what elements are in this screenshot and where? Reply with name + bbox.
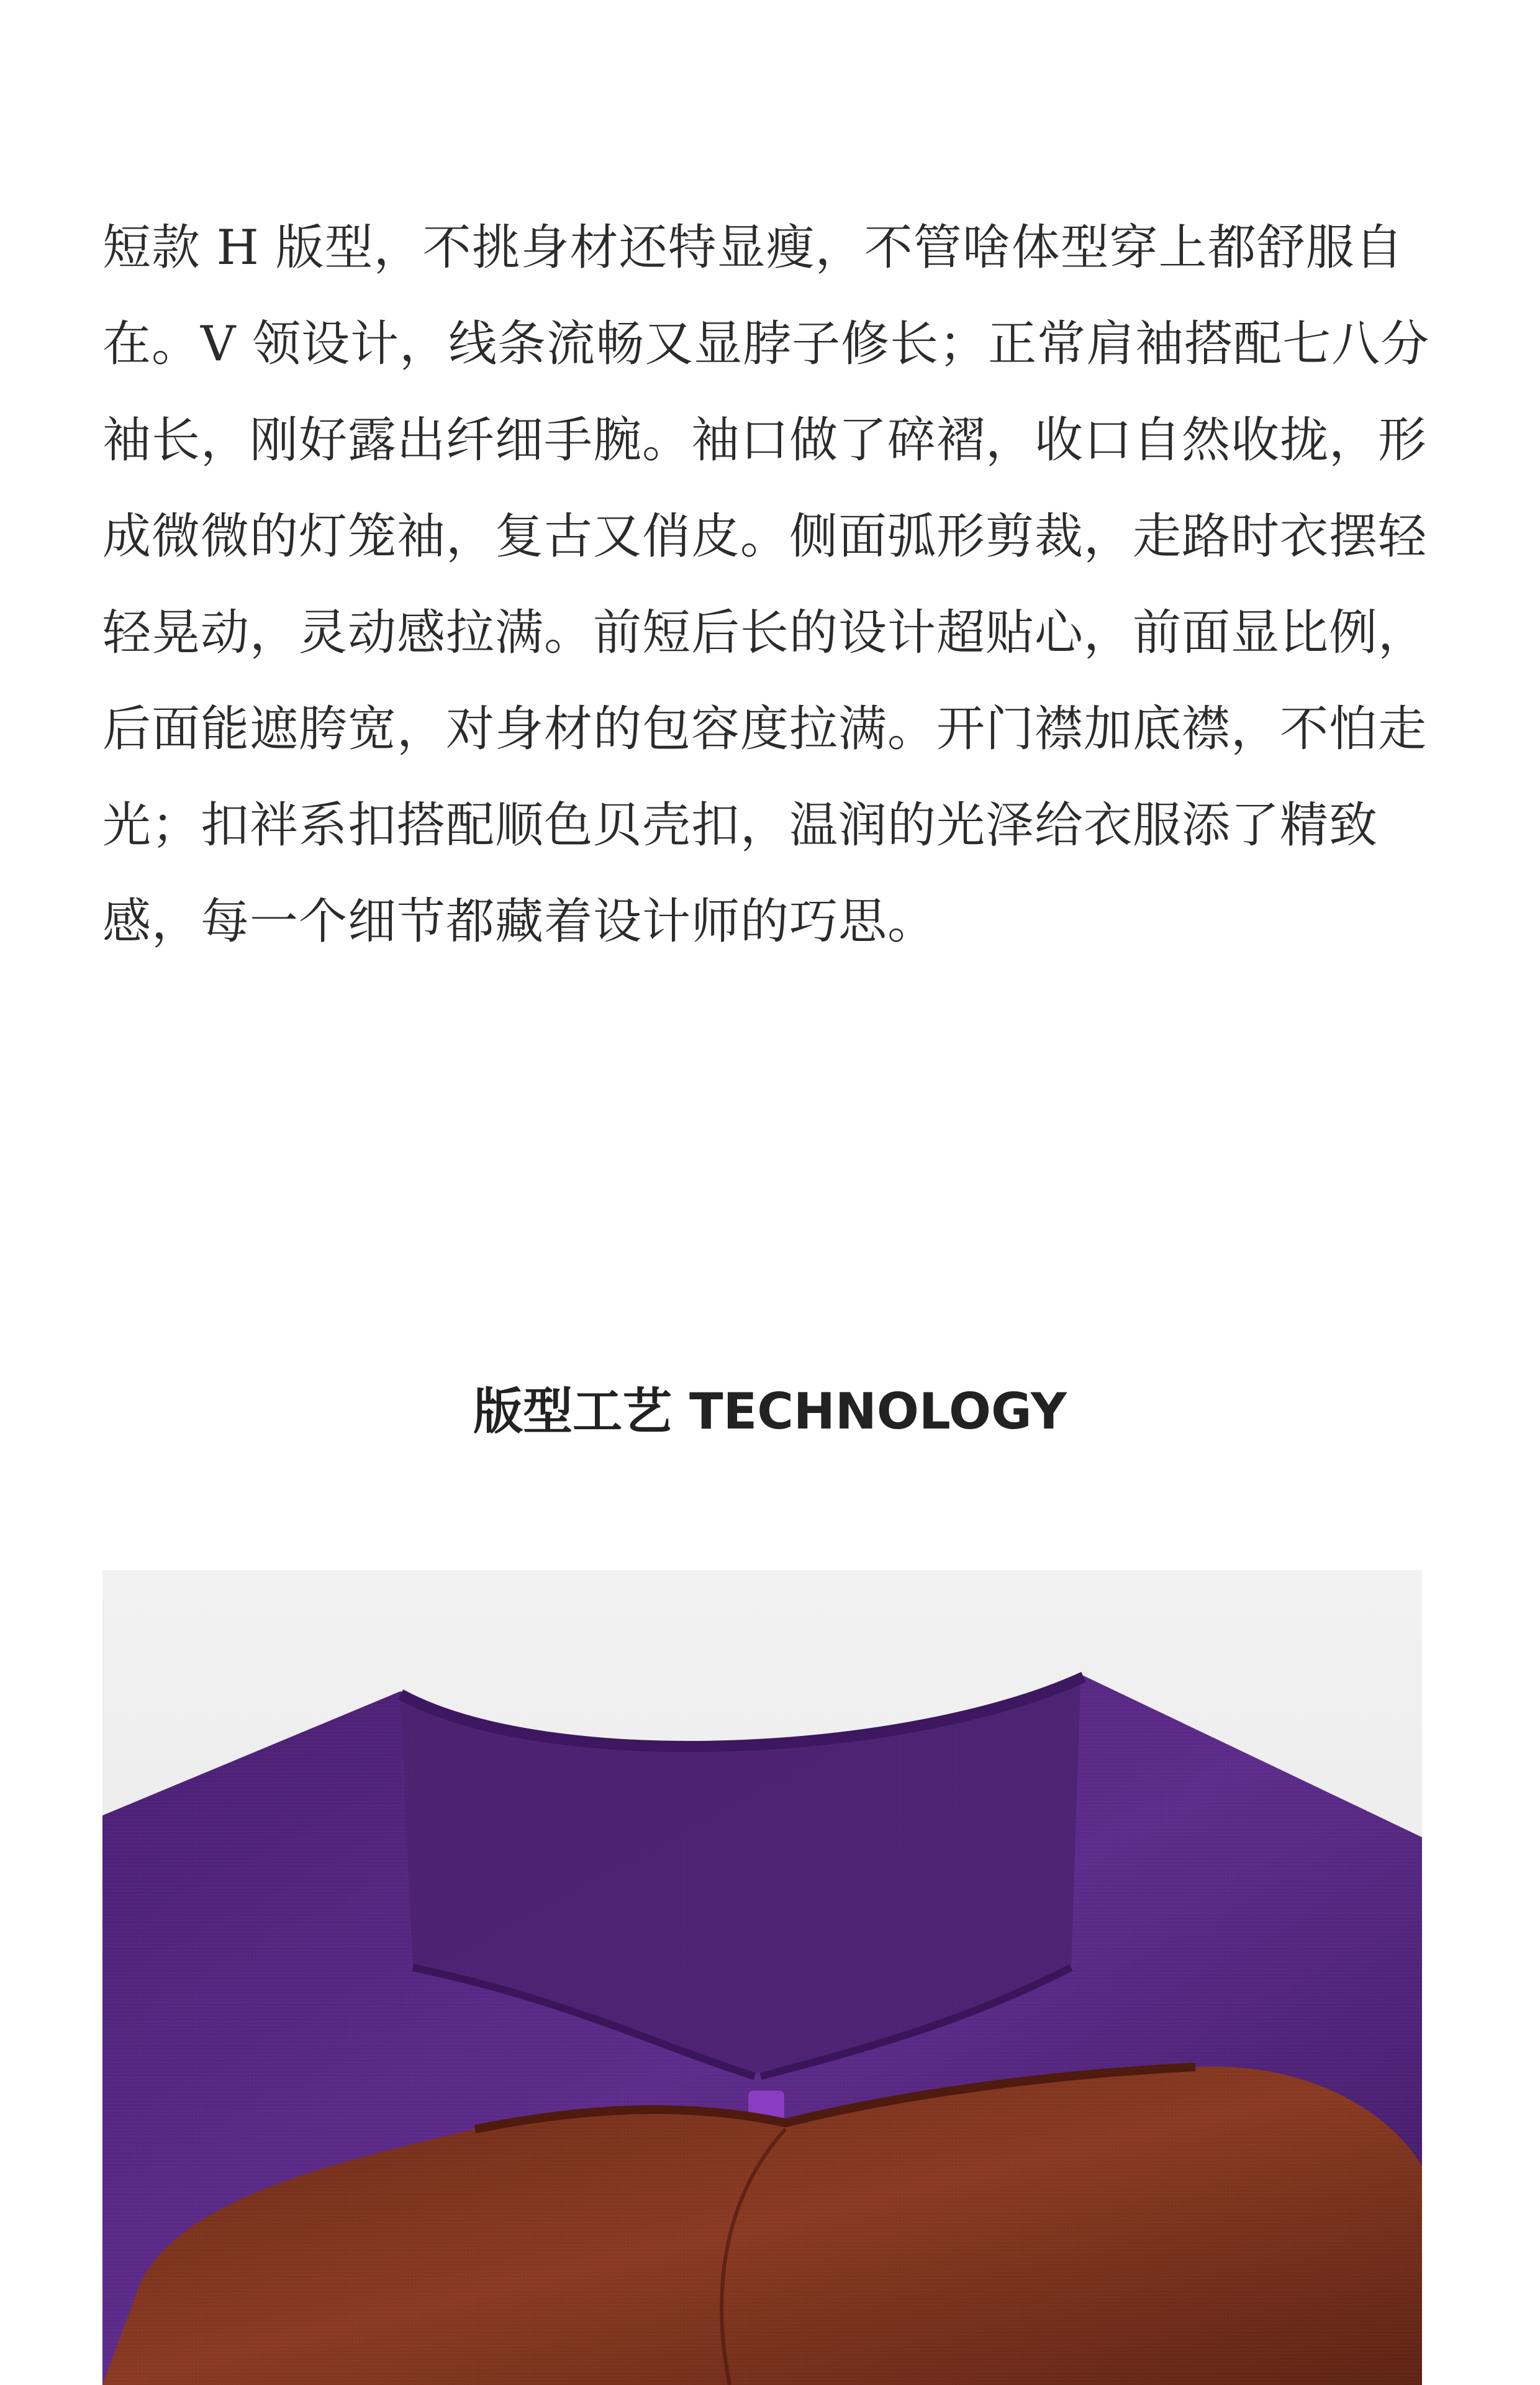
section-title: 版型工艺 TECHNOLOGY	[473, 1383, 1067, 1440]
product-description: 短款 H 版型，不挑身材还特显瘦，不管啥体型穿上都舒服自在。V 领设计，线条流畅又显脖子修长；正常肩袖搭配七八分袖长，刚好露出纤细手腕。袖口做了碎褶，收口自然收拢，形成微微的灯笼袖，复古又俏皮。侧面弧形剪裁，走路时衣摆轻轻晃动，灵动感拉满。前短后长的设计超贴心，前面显比例，后面能遮胯宽，对身材的包容度拉满。开门襟加底襟，不怕走光；扣袢系扣搭配顺色贝壳扣，温润的光泽给衣服添了精致感，每一个细节都藏着设计师的巧思。	[102, 220, 1430, 950]
garment-photo	[102, 1570, 1422, 2385]
